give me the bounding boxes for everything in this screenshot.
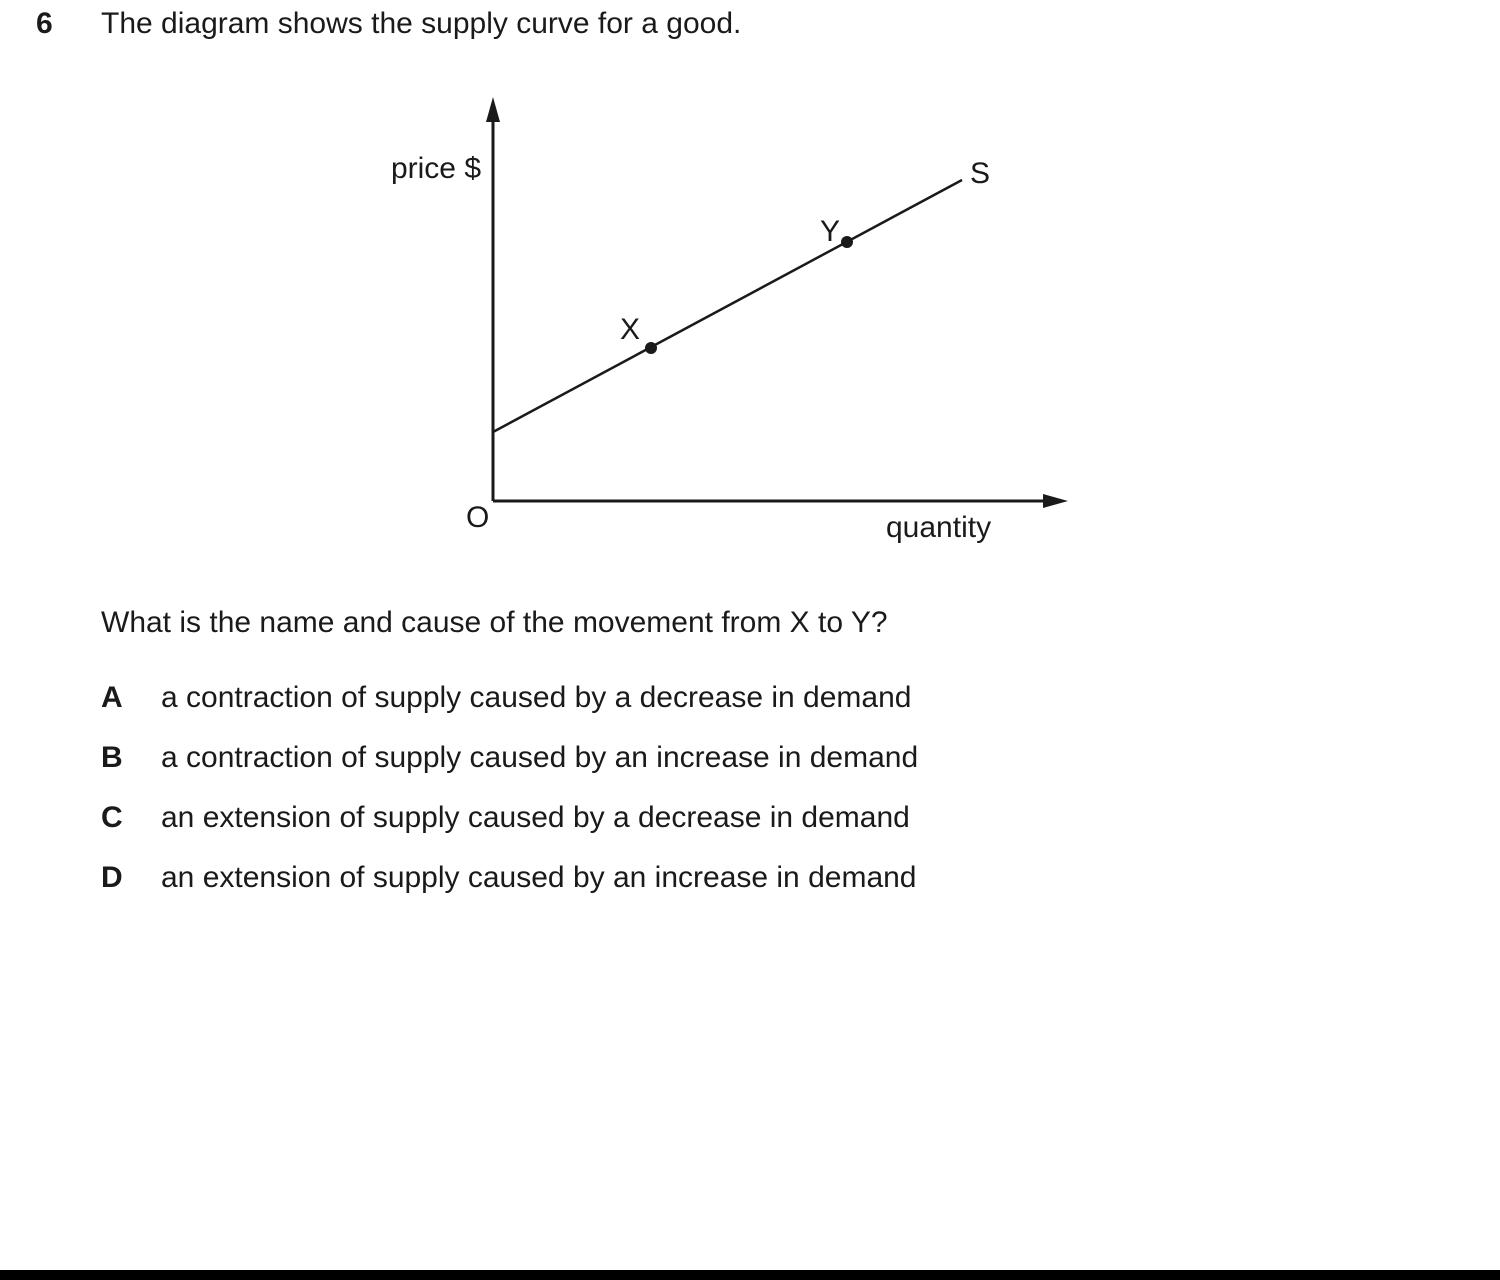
point-y-marker: [841, 236, 853, 248]
point-x-label: X: [620, 313, 641, 346]
option-letter: A: [101, 681, 123, 714]
option-letter: B: [101, 741, 123, 774]
question-prompt: What is the name and cause of the movement from X to Y?: [101, 606, 888, 639]
option-d[interactable]: [101, 860, 918, 920]
option-text: a contraction of supply caused by a decrease in demand: [161, 681, 912, 714]
option-letter: D: [101, 861, 123, 894]
option-letter: C: [101, 801, 123, 834]
y-axis-arrowhead: [486, 97, 500, 122]
question-stem: The diagram shows the supply curve for a good.: [101, 7, 742, 40]
x-axis-label: quantity: [886, 511, 992, 544]
question-number: 6: [36, 7, 53, 40]
curve-label: S: [970, 157, 991, 190]
option-text: an extension of supply caused by an increase in demand: [161, 861, 917, 894]
option-text: an extension of supply caused by a decrease in demand: [161, 801, 910, 834]
supply-diagram: [0, 0, 1500, 600]
origin-label: O: [466, 501, 490, 534]
y-axis-label: price $: [390, 152, 481, 185]
answer-options: [101, 680, 918, 920]
supply-curve: [493, 180, 962, 432]
option-c[interactable]: [101, 800, 918, 860]
page-footer-bar: [0, 1270, 1500, 1280]
option-text: a contraction of supply caused by an increase in demand: [161, 741, 919, 774]
point-x-marker: [645, 342, 657, 354]
option-b[interactable]: [101, 740, 918, 800]
x-axis-arrowhead: [1043, 494, 1068, 508]
option-a[interactable]: [101, 680, 918, 740]
point-y-label: Y: [820, 215, 841, 248]
